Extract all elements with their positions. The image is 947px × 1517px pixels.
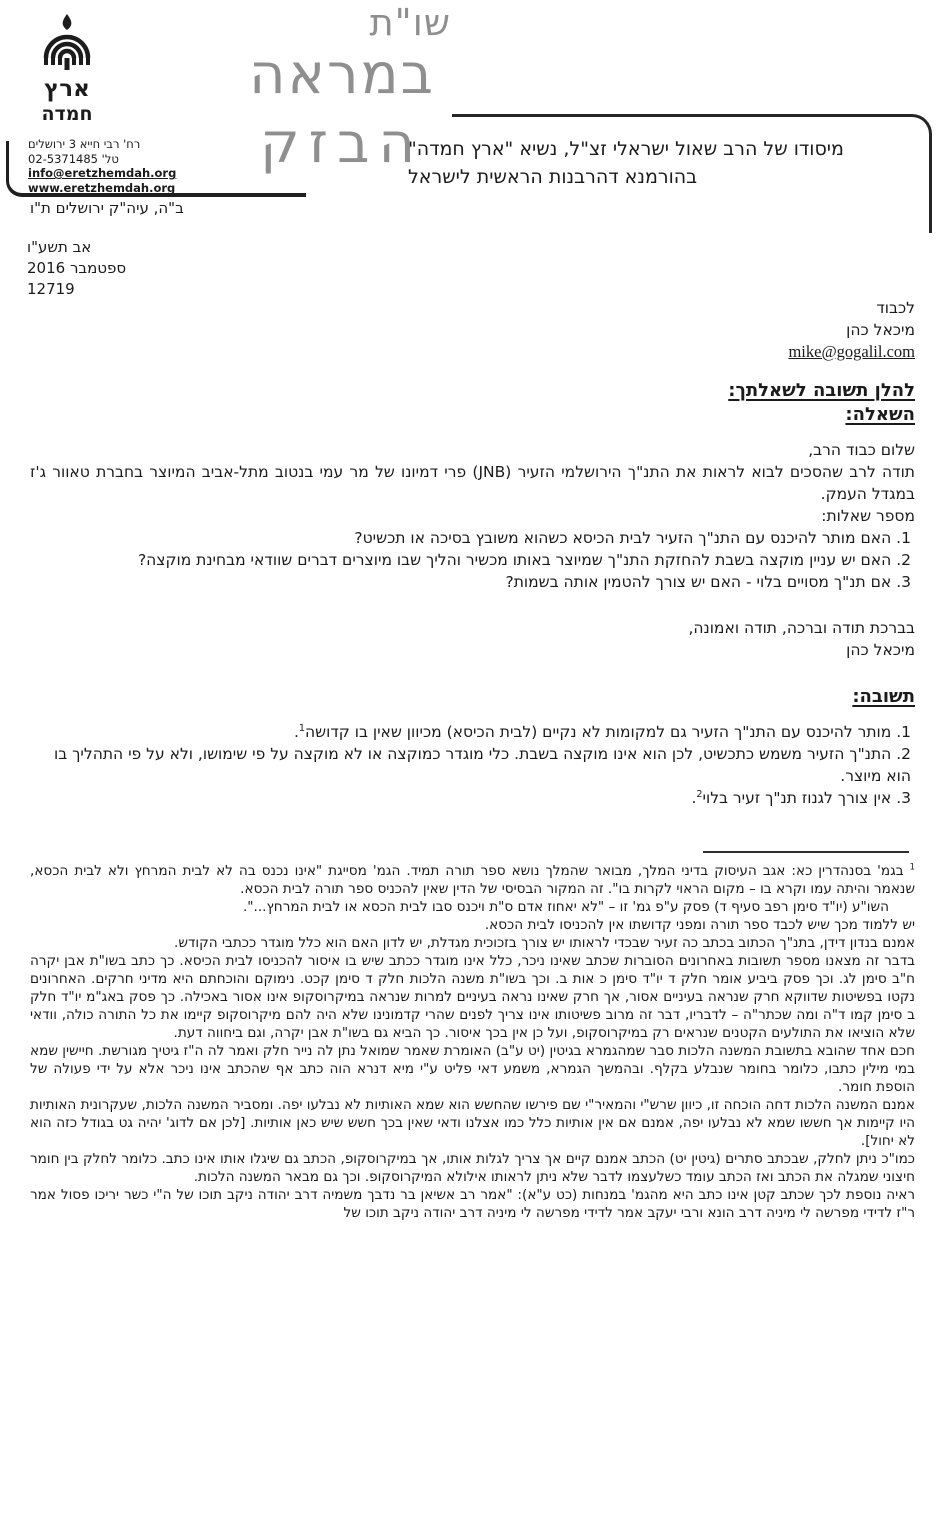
contact-website-link[interactable]: www.eretzhemdah.org — [28, 180, 176, 195]
recipient-name: מיכאל כהן — [846, 321, 915, 339]
answer-item-2: 2. התנ"ך הזעיר משמש כתכשיט, לכן הוא אינו מוקצה בשבת. כלי מוגדר כמוקצה או לא מוקצה על פי שימושו, ולא על פי התהליך בו הוא מיוצר. — [54, 745, 911, 785]
footnotes-section — [30, 851, 915, 1222]
eretz-hemdah-logo — [26, 12, 108, 130]
svg-text:ארץ: ארץ — [44, 76, 90, 102]
footnote-ref-2: 2 — [696, 788, 703, 800]
blessing-line: ב"ה, עיה"ק ירושלים ת"ו — [30, 199, 184, 217]
question-list-intro: מספר שאלות: — [821, 507, 915, 525]
footnote-paragraph: אמנם המשנה הלכות דחה הוכחה זו, כיוון שרש"י והמאיר"י שם פירשו שהחשש הוא שמא האותיות לא נבלעו יפה. ומסביר המשנה הלכות, שעקרונית האותיות היו קיימות אך חששו שמא לא נבלעו יפה, אמנם אם אין אותיות כלל כמו אצלנו ודאי שאין בכך חשש שיש כאן אותיות. [לכן אם לדוג' יהיה גט בגודל כזה הוא לא יחול]. — [30, 1097, 915, 1149]
question-closing: בברכת תודה וברכה, תודה ואמונה, — [688, 619, 915, 637]
question-item-1: 1. האם מותר להיכנס עם התנ"ך הזעיר לבית הכיסא כשהוא משובץ בסיכה או תכשיט? — [354, 529, 911, 547]
date-hebrew: אב תשע"ו — [27, 238, 92, 256]
institute-subtitle — [408, 136, 910, 191]
recipient-salutation: לכבוד — [876, 299, 915, 317]
footnote-paragraph: אמנם בנדון דידן, בתנ"ך הכתוב בכתב כה זעיר שבכדי לראותו יש צורך בזכוכית מגדלת, יש לדון האם הוא כלל מוגדר ככתבי הקודש. — [174, 935, 915, 951]
recipient-block — [30, 297, 915, 363]
title-bemareh: במראה — [248, 42, 436, 107]
footnote-paragraph: חכם אחד שהובא בתשובת המשנה הלכות סבר שמהגמרא בגיטין (יט ע"ב) האומרת שאמר שמואל נתן לה נייר חלק ואמר לה ה"ז גיטיך מגורשת. חיישין שמא במי מילין כתבו, כלומר בחומר שנבלע בקלף. ובהמשך הגמרא, משמע דאי פליט ע"י מיא דנרא הוה כתב אף שהכתב אינו ניכר אלא על ידי פעולה של הוספת חומר. — [30, 1043, 915, 1095]
letter-body — [0, 297, 947, 1222]
answer-heading: תשובה: — [852, 686, 915, 707]
footnote-paragraph: ראיה נוספת לכך שכתב קטן אינו כתב היא מהגמ' במנחות (כט ע"א): "אמר רב אשיאן בר נדבך משמיה דרב יהודה ניקב תוכו של ה"י כשר יריכו פסול אמר ר"ז לדידי מפרשה לי מיניה דרב הונא ורבי יעקב אמר לדידי מפרשה לי מיניה דרב יהודה ניקב תוכו של — [30, 1187, 915, 1221]
question-item-3: 3. אם תנ"ך מסויים בלוי - האם יש צורך להטמין אותה בשמות? — [505, 573, 911, 591]
footnote-paragraph: בדבר זה מצאנו מספר תשובות באחרונים הסוברות שכתב שאינו ניכר, כלל אינו מוגדר ככתב שיש בו איסור להכניסו לבית הכיסא. כך כתב בשו"ת אבן יקרה ח"ב סימן לג. וכך פסק ביביע אומר חלק ד יו"ד סימן כ אות ב. וכך בשו"ת משנה הלכות חלק ד סימן קכט. נימוקם והוכחתם היא מדיני חרקים. האחרונים נקטו בפשיטות שדווקא חרק שנראה בעיניים אסור, אך חרק שאינו נראה בעיניים למרות שנראה במיקרוסקופ אינו אסור באכילה. כך פסק באג"מ יו"ד חלק ב סימן קמו ד"ה ומה שכתר"ה – לדבריו, דבר זה מרוב פשיטותו אינו צריך לפנים שהרי קדמונינו שלא היה להם מיקרוסקופ קיימו את כל התורה כולה, וודאי שלא הוציאו את התולעים הקטנים שנראים רק במיקרוסקופ, ועל כן אין בכך איסור. כך הביא גם בשו"ת אבן יקרה, וגם ביחווה דעת. — [30, 953, 915, 1041]
subtitle-line-2: בהורמנא דהרבנות הראשית לישראל — [408, 165, 698, 188]
footnote-paragraph: יש ללמוד מכך שיש לכבד ספר תורה ומפני קדושתו אין להכניסו לבית הכסא. — [484, 917, 915, 933]
title-shut: שו"ת — [369, 1, 451, 44]
subtitle-line-1: מיסודו של הרב שאול ישראלי זצ"ל, נשיא "ארץ חמדה" — [408, 138, 844, 160]
question-body: תודה לרב שהסכים לבוא לראות את התנ"ך הירושלמי הזעיר (JNB) פרי דמיונו של מר עמי בנטוב מתל-אביב המיוצר בחברת טאוור ג'ז במגדל העמק. — [30, 463, 915, 503]
question-item-2: 2. האם יש עניין מוקצה בשבת להחזקת התנ"ך שמיוצר באותו מכשיר והליך שבו מיוצרים דברים שוודאי מבחינת מוקצה? — [137, 551, 911, 569]
date-gregorian: ספטמבר 2016 — [27, 259, 127, 277]
menorah-flame-icon — [26, 12, 108, 130]
contact-block — [28, 137, 248, 195]
answer-item-3: 3. אין צורך לגנוז תנ"ך זעיר בלוי$^2$. — [691, 788, 911, 807]
reference-number: 12719 — [27, 280, 75, 298]
title-habazak: הבזק — [259, 111, 425, 177]
intro-heading: להלן תשובה לשאלתך: — [728, 380, 915, 401]
contact-address: רח' רבי חייא 3 ירושלים — [28, 137, 141, 151]
footnote-paragraph: השו"ע (יו"ד סימן רפב סעיף ד) פסק ע"פ גמ' זו – "לא יאחוז אדם ס"ת ויכנס סבו לבית הכסא או לבית המרחץ...". — [242, 899, 889, 915]
recipient-email-link[interactable]: mike@gogalil.com — [788, 342, 915, 361]
contact-email-link[interactable]: info@eretzhemdah.org — [28, 166, 177, 180]
question-signature: מיכאל כהן — [846, 641, 915, 659]
footnote-paragraph: כמו"כ ניתן לחלק, שבכתב סתרים (גיטין יט) הכתב אמנם קיים אך צריך לגלות אותו, אך במיקרוסקופ, הכתב גם שיגלו אותו אינו כתב. כלומר לחלק בין חומר חיצוני שמגלה את הכתב ואז הכתב עומד כשלעצמו לדבר שלא ניתן לראותו אילולא המיקרוסקופ. וכך גם מבאר המשנה הלכות. — [30, 1151, 915, 1185]
footnote-paragraph: $^1$ בגמ' בסנהדרין כא: אגב העיסוק בדיני המלך, מבואר שהמלך נושא ספר תורה תמיד. הגמ' מסייגת "אינו נכנס בה לא לבית המרחץ ולא לבית הכסא, שנאמר והיתה עמו וקרא בו – מקום הראוי לקרות בו". זה המקור הבסיסי של הדין שאין להכניס ספר תורה לבית הכסא. — [30, 861, 915, 897]
date-block — [27, 237, 227, 300]
answer-item-1: 1. מותר להיכנס עם התנ"ך הזעיר גם למקומות לא נקיים (לבית הכיסא) מכיוון שאין בו קדושה$^1$. — [293, 722, 911, 741]
footnote-marker: 1 — [909, 861, 915, 872]
footnote-ref-1: 1 — [298, 722, 306, 734]
contact-phone: טל' 02-5371485 — [28, 151, 119, 166]
svg-text:חמדה: חמדה — [41, 103, 93, 125]
footnote-separator — [703, 851, 909, 853]
question-heading: השאלה: — [845, 404, 915, 425]
question-greeting: שלום כבוד הרב, — [808, 441, 915, 459]
